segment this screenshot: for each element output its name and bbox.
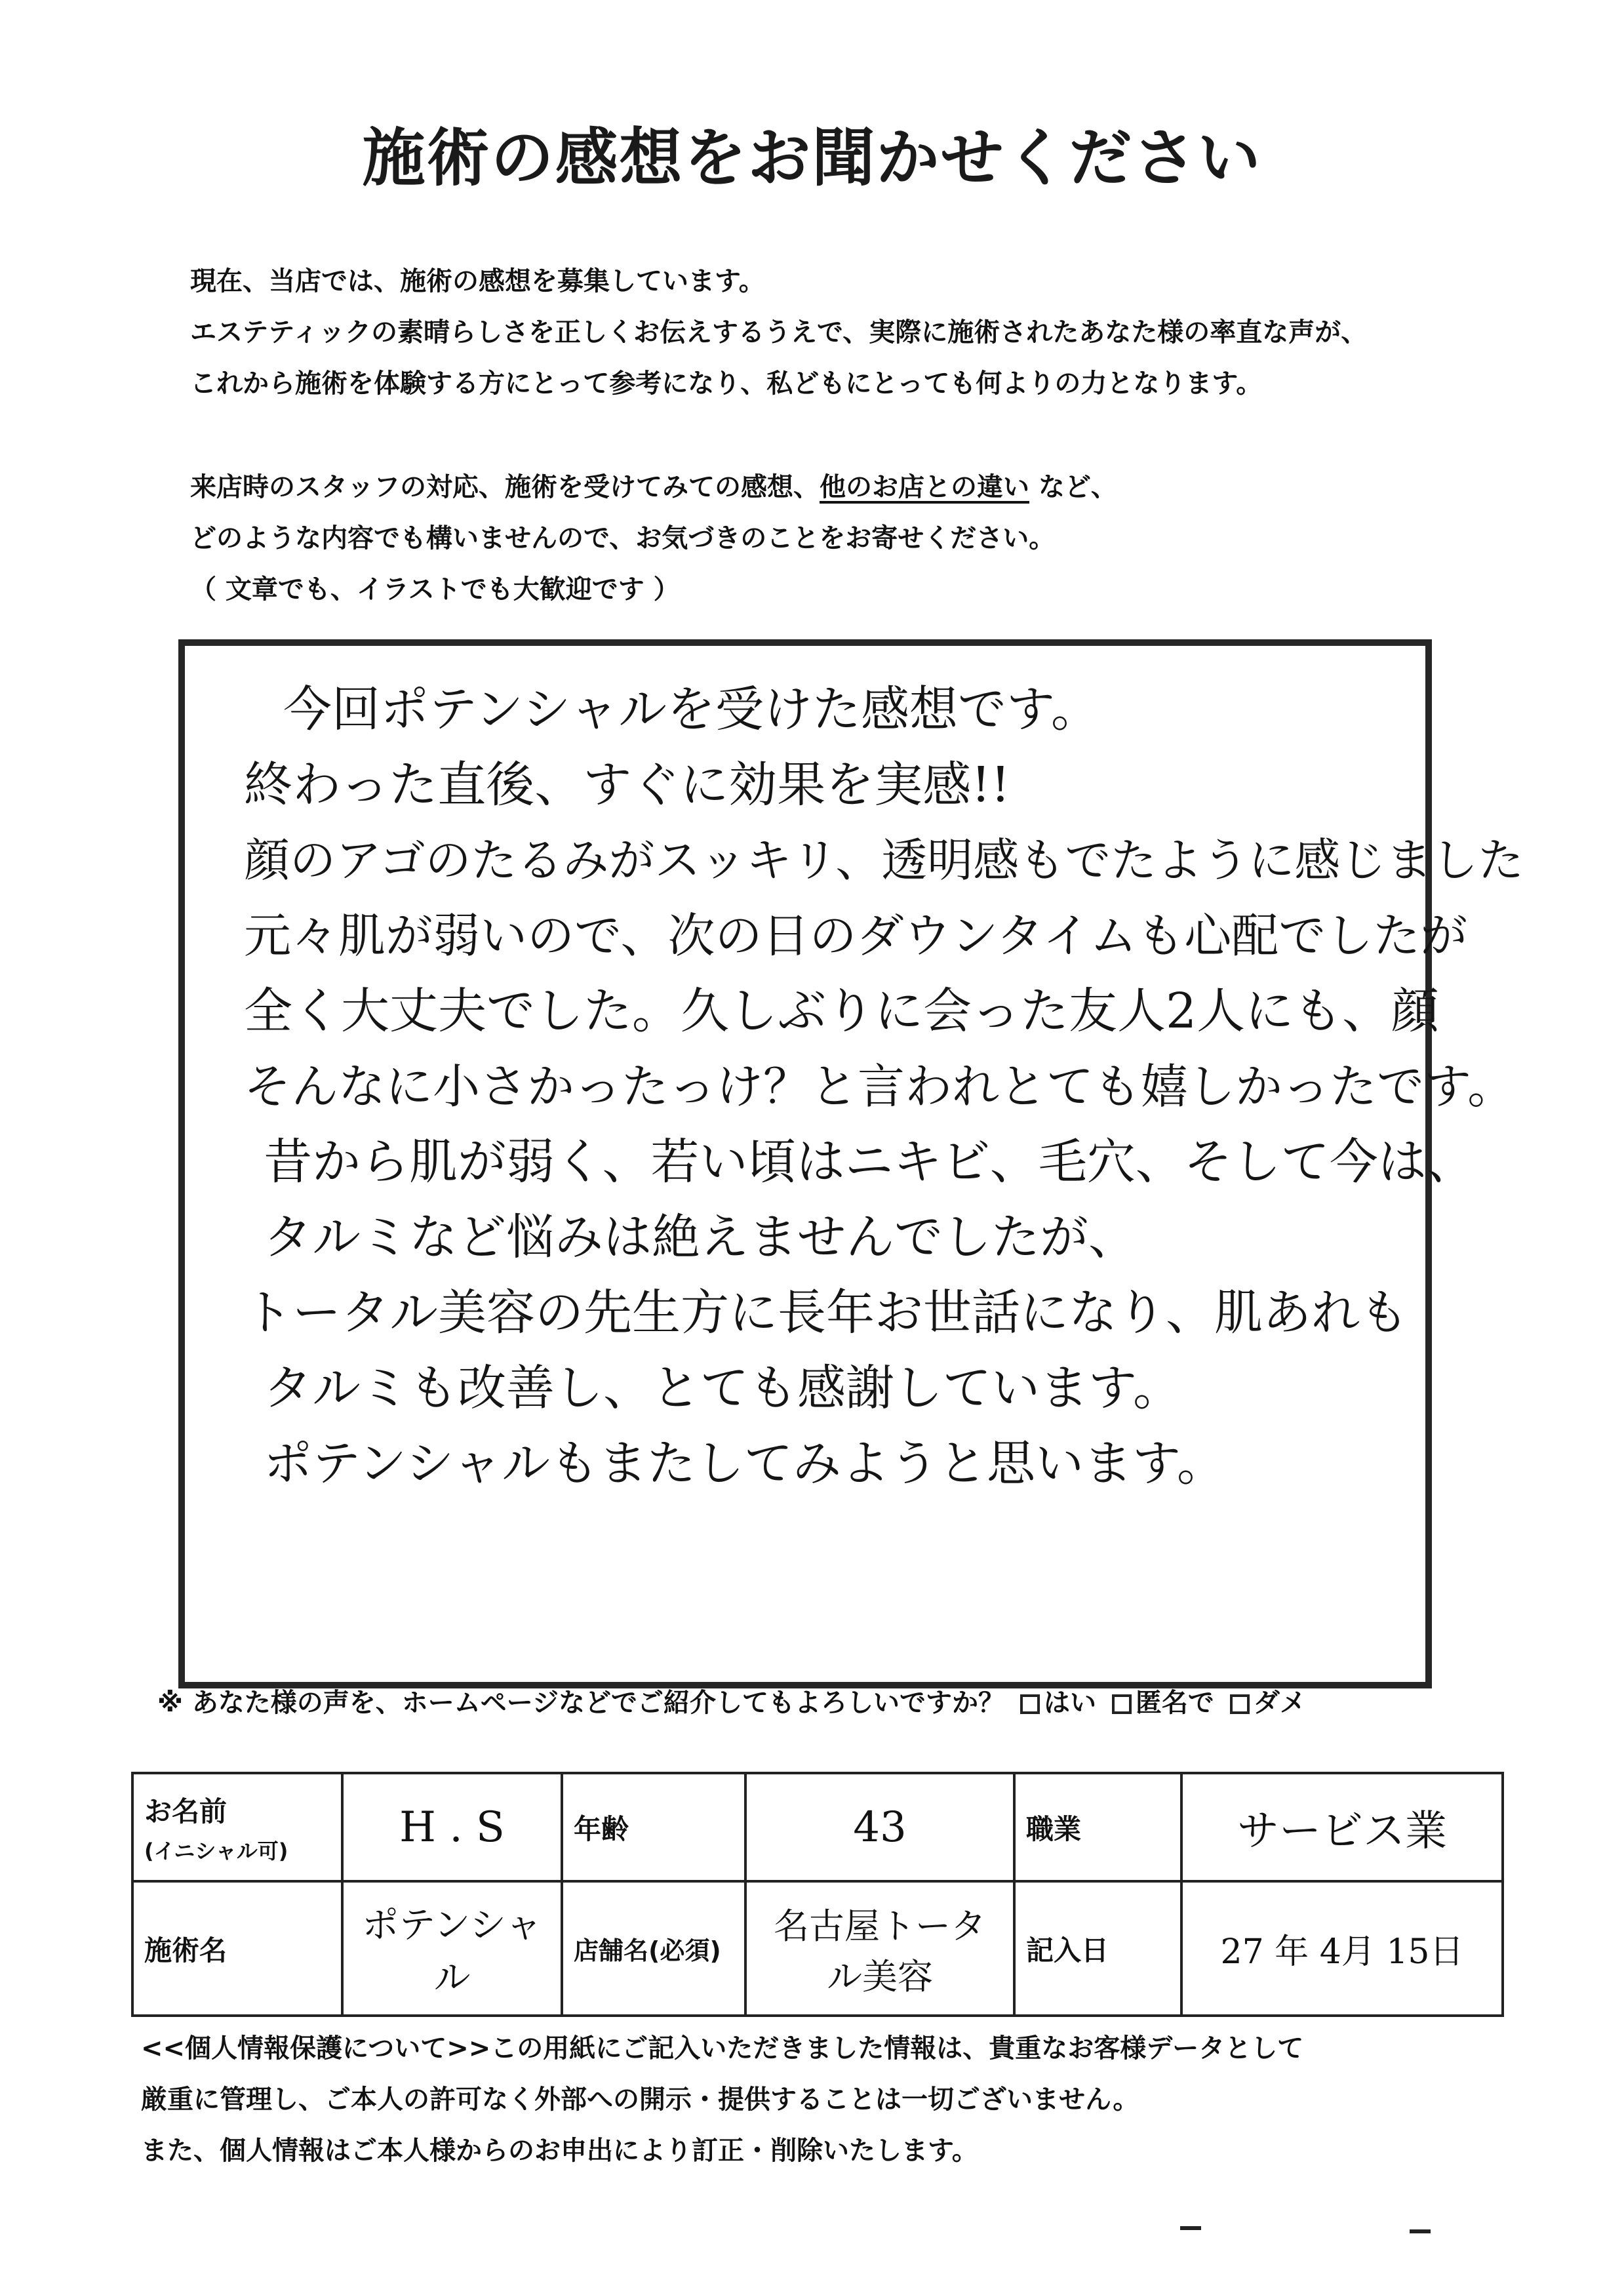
intro-line: どのような内容でも構いませんので、お気づきのことをお寄せください。 [190,523,1056,553]
intro-line: （ 文章でも、イラストでも大歓迎です ） [190,574,680,605]
customer-info-table [131,1772,1504,2017]
underlined-phrase: 他のお店との違い [820,472,1029,502]
intro-line: 現在、当店では、施術の感想を募集しています。 [190,266,765,296]
handwritten-line: そんなに小さかったっけ？と言われとても嬉しかったです。 [244,1059,1515,1114]
treatment-field[interactable]: ポテンシャル [342,1881,562,2016]
handwritten-line: ポテンシャルもまたしてみようと思います。 [264,1435,1226,1492]
intro-line: 来店時のスタッフの対応、施術を受けてみての感想、他のお店との違い など、 [190,472,1117,502]
handwritten-line: 今回ポテンシャルを受けた感想です。 [283,681,1100,738]
handwritten-line: 顔のアゴのたるみがスッキリ、透明感もでたように感じました [244,833,1524,887]
checkbox-no[interactable] [1230,1694,1250,1714]
name-field[interactable]: H . S [342,1773,562,1881]
privacy-line: <<個人情報保護について>>この用紙にご記入いただきました情報は、貴重なお客様データとして [141,2033,1304,2064]
privacy-line: 厳重に管理し、ご本人の許可なく外部への開示・提供することは一切ございません。 [141,2085,1139,2115]
handwritten-line: タルミなど悩みは絶えませんでしたが、 [264,1209,1137,1266]
page-title: 施術の感想をお聞かせください [362,121,1262,195]
date-label: 記入日 [1014,1881,1181,2016]
handwritten-line: 元々肌が弱いので、次の日のダウンタイムも心配でしたが [244,908,1468,963]
job-field[interactable]: サービス業 [1181,1773,1503,1881]
consent-question: ※ あなた様の声を、ホームページなどでご紹介してもよろしいですか？ [157,1688,1005,1718]
store-label: 店舗名(必須) [562,1881,745,2016]
option-no: ダメ [1253,1688,1306,1718]
handwritten-line: 昔から肌が弱く、若い頃はニキビ、毛穴、そして今は、 [264,1134,1475,1190]
publish-consent [157,1682,1306,1719]
handwritten-line: 全く大丈夫でした。久しぶりに会った友人2人にも、顔 [244,983,1440,1039]
scan-mark [1180,2226,1201,2230]
age-field[interactable]: 43 [745,1773,1014,1881]
intro-line: エステティックの素晴らしさを正しくお伝えするうえで、実際に施術されたあなた様の率直な声が、 [190,317,1368,348]
handwritten-line: タルミも改善し、とても感謝しています。 [264,1360,1182,1416]
store-field[interactable]: 名古屋トータル美容 [745,1881,1014,2016]
intro-text [190,256,1567,615]
comment-box[interactable] [178,639,1524,1688]
option-yes: はい [1043,1688,1096,1718]
handwritten-comment [244,672,1524,1502]
privacy-line: また、個人情報はご本人様からのお申出により訂正・削除いたします。 [141,2136,978,2166]
option-anonymous: 匿名で [1135,1688,1214,1718]
handwritten-line: トータル美容の先生方に長年お世話になり、肌あれも [244,1285,1408,1341]
intro-line: これから施術を体験する方にとって参考になり、私どもにとっても何よりの力となります。 [190,369,1263,399]
privacy-notice [141,2023,1583,2176]
age-label: 年齢 [562,1773,745,1881]
date-field[interactable]: 27 年 4月 15日 [1181,1881,1503,2016]
checkbox-yes[interactable] [1020,1694,1040,1714]
job-label: 職業 [1014,1773,1181,1881]
name-sublabel: (イニシャル可) [144,1838,288,1864]
name-label: お名前 (イニシャル可) [132,1773,342,1881]
treatment-label: 施術名 [132,1881,342,2016]
scan-mark [1410,2229,1431,2233]
checkbox-anonymous[interactable] [1112,1694,1132,1714]
handwritten-line: 終わった直後、すぐに効果を実感!! [244,757,1010,813]
